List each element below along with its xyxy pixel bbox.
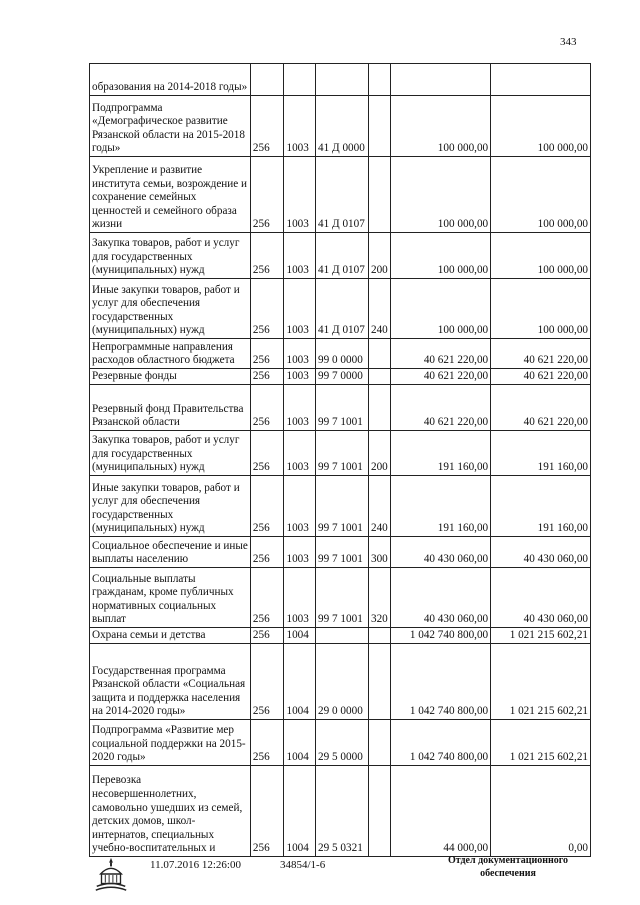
cell-section bbox=[284, 96, 316, 157]
cell-name-text: Иные закупки товаров, работ и услуг для обеспечения государственных (муниципальных) нужд bbox=[92, 481, 240, 535]
cell-expense-type bbox=[368, 720, 390, 766]
cell-section-text: 1003 bbox=[286, 264, 309, 277]
table-row bbox=[90, 568, 591, 628]
cell-ministry-code-text: 256 bbox=[252, 613, 270, 626]
cell-amount-actual-text: 0,00 bbox=[568, 842, 588, 855]
emblem-icon bbox=[92, 855, 130, 893]
cell-name-text: Социальные выплаты гражданам, кроме публичных нормативных социальных выплат bbox=[92, 572, 234, 626]
cell-section-text: 1004 bbox=[286, 705, 309, 718]
cell-section bbox=[284, 628, 316, 644]
cell-expense-type bbox=[368, 339, 390, 369]
cell-expense-type bbox=[368, 476, 390, 537]
cell-amount-plan bbox=[391, 279, 491, 339]
cell-section-text: 1003 bbox=[286, 218, 309, 231]
cell-amount-actual bbox=[491, 766, 591, 857]
cell-amount-plan bbox=[391, 644, 491, 720]
cell-section bbox=[284, 64, 316, 96]
cell-section-text: 1003 bbox=[286, 522, 309, 535]
cell-amount-plan bbox=[391, 568, 491, 628]
cell-target-article-text: 99 7 1001 bbox=[318, 553, 363, 566]
cell-amount-actual-text: 191 160,00 bbox=[537, 522, 588, 535]
cell-expense-type-text: 200 bbox=[370, 461, 388, 474]
cell-expense-type bbox=[368, 233, 390, 279]
cell-name-text: Закупка товаров, работ и услуг для государственных (муниципальных) нужд bbox=[92, 434, 240, 474]
cell-amount-plan-text: 40 621 220,00 bbox=[423, 354, 489, 367]
cell-section bbox=[284, 568, 316, 628]
table-row bbox=[90, 369, 591, 385]
cell-name bbox=[90, 720, 251, 766]
table-row bbox=[90, 233, 591, 279]
table-row bbox=[90, 64, 591, 96]
cell-amount-actual bbox=[491, 476, 591, 537]
cell-expense-type-text: 240 bbox=[370, 324, 388, 337]
cell-amount-plan bbox=[391, 537, 491, 568]
cell-target-article bbox=[316, 644, 369, 720]
cell-target-article-text: 29 5 0321 bbox=[318, 842, 363, 855]
cell-expense-type bbox=[368, 644, 390, 720]
cell-target-article-text: 99 0 0000 bbox=[318, 354, 363, 367]
cell-expense-type bbox=[368, 96, 390, 157]
footer-department-line1: Отдел документационного bbox=[447, 855, 569, 866]
cell-ministry-code bbox=[250, 476, 284, 537]
cell-target-article-text: 99 7 0000 bbox=[318, 370, 363, 383]
cell-name-text: Подпрограмма «Развитие мер социальной поддержки на 2015-2020 годы» bbox=[92, 724, 246, 764]
cell-name bbox=[90, 385, 251, 431]
cell-target-article-text: 99 7 1001 bbox=[318, 416, 363, 429]
cell-name-text: Иные закупки товаров, работ и услуг для обеспечения государственных (муниципальных) нужд bbox=[92, 283, 240, 337]
cell-name bbox=[90, 157, 251, 233]
cell-expense-type-text: 240 bbox=[370, 522, 388, 535]
cell-name bbox=[90, 766, 251, 857]
cell-target-article bbox=[316, 431, 369, 476]
cell-amount-actual-text: 1 021 215 602,21 bbox=[509, 751, 588, 764]
cell-expense-type bbox=[368, 431, 390, 476]
cell-amount-plan-text: 100 000,00 bbox=[437, 264, 489, 277]
cell-name-text: Резервные фонды bbox=[92, 370, 177, 383]
cell-target-article-text: 41 Д 0107 bbox=[318, 264, 365, 277]
cell-expense-type bbox=[368, 568, 390, 628]
cell-ministry-code bbox=[250, 96, 284, 157]
cell-name bbox=[90, 644, 251, 720]
table-row bbox=[90, 628, 591, 644]
cell-expense-type-text: 320 bbox=[370, 613, 388, 626]
cell-expense-type-text: 200 bbox=[370, 264, 388, 277]
footer-department-line2: обеспечения bbox=[480, 868, 536, 879]
cell-amount-actual bbox=[491, 537, 591, 568]
cell-section-text: 1003 bbox=[286, 461, 309, 474]
cell-amount-actual bbox=[491, 279, 591, 339]
cell-amount-plan bbox=[391, 64, 491, 96]
cell-amount-actual-text: 40 621 220,00 bbox=[523, 416, 588, 429]
cell-name-text: Закупка товаров, работ и услуг для государственных (муниципальных) нужд bbox=[92, 237, 240, 277]
cell-amount-actual bbox=[491, 157, 591, 233]
cell-name-text: Непрограммные направления расходов областного бюджета bbox=[92, 340, 235, 367]
cell-section-text: 1003 bbox=[286, 613, 309, 626]
footer-department bbox=[438, 854, 578, 880]
cell-section-text: 1003 bbox=[286, 416, 309, 429]
cell-expense-type bbox=[368, 279, 390, 339]
cell-amount-plan-text: 1 042 740 800,00 bbox=[409, 629, 489, 642]
cell-name bbox=[90, 279, 251, 339]
table-row bbox=[90, 720, 591, 766]
cell-amount-actual-text: 40 430 060,00 bbox=[523, 553, 588, 566]
cell-name-text: образования на 2014-2018 годы» bbox=[92, 81, 248, 94]
cell-name bbox=[90, 64, 251, 96]
cell-target-article bbox=[316, 720, 369, 766]
cell-expense-type bbox=[368, 385, 390, 431]
cell-name bbox=[90, 233, 251, 279]
cell-amount-plan-text: 40 430 060,00 bbox=[423, 553, 489, 566]
table-row bbox=[90, 279, 591, 339]
cell-section bbox=[284, 644, 316, 720]
cell-ministry-code bbox=[250, 339, 284, 369]
cell-ministry-code bbox=[250, 720, 284, 766]
table-row bbox=[90, 339, 591, 369]
cell-name bbox=[90, 568, 251, 628]
cell-expense-type bbox=[368, 64, 390, 96]
cell-section-text: 1004 bbox=[286, 842, 309, 855]
cell-amount-actual-text: 40 621 220,00 bbox=[523, 370, 588, 383]
cell-section bbox=[284, 339, 316, 369]
cell-ministry-code bbox=[250, 64, 284, 96]
cell-section bbox=[284, 766, 316, 857]
cell-amount-plan bbox=[391, 720, 491, 766]
cell-target-article-text: 41 Д 0107 bbox=[318, 324, 365, 337]
cell-ministry-code bbox=[250, 628, 284, 644]
cell-section bbox=[284, 369, 316, 385]
cell-target-article-text: 41 Д 0107 bbox=[318, 218, 365, 231]
cell-amount-actual bbox=[491, 64, 591, 96]
cell-amount-plan bbox=[391, 369, 491, 385]
footer-doc-number: 34854/1-6 bbox=[280, 859, 326, 871]
cell-ministry-code-text: 256 bbox=[252, 461, 270, 474]
cell-name-text: Социальное обеспечение и иные выплаты населению bbox=[92, 539, 248, 566]
cell-amount-actual bbox=[491, 96, 591, 157]
cell-amount-plan-text: 100 000,00 bbox=[437, 142, 489, 155]
cell-ministry-code-text: 256 bbox=[252, 522, 270, 535]
cell-section bbox=[284, 431, 316, 476]
cell-expense-type bbox=[368, 628, 390, 644]
cell-target-article-text: 41 Д 0000 bbox=[318, 142, 365, 155]
cell-amount-plan-text: 191 160,00 bbox=[437, 522, 489, 535]
cell-amount-plan bbox=[391, 233, 491, 279]
cell-amount-plan bbox=[391, 431, 491, 476]
cell-name bbox=[90, 476, 251, 537]
cell-section-text: 1003 bbox=[286, 553, 309, 566]
cell-ministry-code bbox=[250, 766, 284, 857]
table-row bbox=[90, 644, 591, 720]
cell-amount-actual bbox=[491, 568, 591, 628]
cell-expense-type bbox=[368, 369, 390, 385]
cell-amount-plan-text: 100 000,00 bbox=[437, 218, 489, 231]
cell-name-text: Государственная программа Рязанской области «Социальная защита и поддержка населения на 2014-2020 годы» bbox=[92, 664, 246, 718]
cell-amount-plan bbox=[391, 339, 491, 369]
cell-target-article-text: 99 7 1001 bbox=[318, 613, 363, 626]
cell-ministry-code bbox=[250, 537, 284, 568]
table-row bbox=[90, 766, 591, 857]
cell-amount-plan-text: 40 621 220,00 bbox=[423, 370, 489, 383]
cell-target-article-text: 29 5 0000 bbox=[318, 751, 363, 764]
cell-ministry-code-text: 256 bbox=[252, 751, 270, 764]
cell-amount-plan bbox=[391, 766, 491, 857]
cell-amount-actual bbox=[491, 431, 591, 476]
cell-expense-type bbox=[368, 537, 390, 568]
cell-section-text: 1003 bbox=[286, 324, 309, 337]
cell-name bbox=[90, 537, 251, 568]
cell-amount-actual bbox=[491, 369, 591, 385]
cell-ministry-code-text: 256 bbox=[252, 416, 270, 429]
table-row bbox=[90, 431, 591, 476]
cell-target-article bbox=[316, 369, 369, 385]
cell-amount-actual-text: 40 621 220,00 bbox=[523, 354, 588, 367]
table-row bbox=[90, 537, 591, 568]
cell-name-text: Укрепление и развитие института семьи, возрождение и сохранение семейных ценностей и семейного образа жизни bbox=[92, 164, 248, 231]
cell-target-article bbox=[316, 233, 369, 279]
cell-section bbox=[284, 537, 316, 568]
cell-amount-actual bbox=[491, 628, 591, 644]
cell-section bbox=[284, 279, 316, 339]
cell-name bbox=[90, 339, 251, 369]
cell-target-article-text: 29 0 0000 bbox=[318, 705, 363, 718]
table-row bbox=[90, 157, 591, 233]
page-number: 343 bbox=[560, 36, 577, 48]
footer bbox=[0, 852, 640, 902]
cell-amount-actual-text: 100 000,00 bbox=[537, 324, 588, 337]
cell-section bbox=[284, 476, 316, 537]
cell-amount-actual bbox=[491, 233, 591, 279]
cell-ministry-code bbox=[250, 385, 284, 431]
cell-name bbox=[90, 96, 251, 157]
table-row bbox=[90, 385, 591, 431]
cell-expense-type-text: 300 bbox=[370, 553, 388, 566]
cell-section bbox=[284, 233, 316, 279]
cell-ministry-code bbox=[250, 431, 284, 476]
cell-target-article bbox=[316, 537, 369, 568]
cell-amount-actual bbox=[491, 644, 591, 720]
cell-amount-plan-text: 1 042 740 800,00 bbox=[409, 751, 489, 764]
cell-amount-plan-text: 1 042 740 800,00 bbox=[409, 705, 489, 718]
cell-target-article bbox=[316, 96, 369, 157]
cell-amount-actual-text: 40 430 060,00 bbox=[523, 613, 588, 626]
cell-expense-type bbox=[368, 157, 390, 233]
cell-name-text: Перевозка несовершеннолетних, самовольно ушедших из семей, детских домов, школ-интернатов, специальных учебно-воспитательных и bbox=[92, 774, 243, 855]
cell-target-article bbox=[316, 157, 369, 233]
cell-amount-plan-text: 191 160,00 bbox=[437, 461, 489, 474]
cell-ministry-code-text: 256 bbox=[252, 354, 270, 367]
cell-ministry-code-text: 256 bbox=[252, 324, 270, 337]
cell-amount-plan bbox=[391, 628, 491, 644]
cell-target-article bbox=[316, 64, 369, 96]
cell-section-text: 1003 bbox=[286, 142, 309, 155]
cell-amount-plan bbox=[391, 476, 491, 537]
cell-section-text: 1004 bbox=[286, 629, 309, 642]
cell-amount-actual-text: 1 021 215 602,21 bbox=[509, 705, 588, 718]
cell-amount-plan-text: 40 621 220,00 bbox=[423, 416, 489, 429]
cell-section-text: 1003 bbox=[286, 354, 309, 367]
cell-ministry-code-text: 256 bbox=[252, 370, 270, 383]
cell-ministry-code bbox=[250, 568, 284, 628]
cell-target-article bbox=[316, 568, 369, 628]
cell-ministry-code bbox=[250, 369, 284, 385]
cell-section bbox=[284, 157, 316, 233]
cell-ministry-code bbox=[250, 233, 284, 279]
cell-name bbox=[90, 431, 251, 476]
table-body bbox=[90, 64, 591, 857]
cell-ministry-code bbox=[250, 644, 284, 720]
cell-amount-plan bbox=[391, 157, 491, 233]
cell-target-article-text: 99 7 1001 bbox=[318, 461, 363, 474]
cell-target-article bbox=[316, 385, 369, 431]
cell-ministry-code-text: 256 bbox=[252, 553, 270, 566]
cell-name-text: Подпрограмма «Демографическое развитие Рязанской области на 2015-2018 годы» bbox=[92, 101, 245, 155]
cell-amount-actual-text: 100 000,00 bbox=[537, 142, 588, 155]
footer-datetime: 11.07.2016 12:26:00 bbox=[150, 859, 241, 871]
cell-ministry-code bbox=[250, 157, 284, 233]
cell-name-text: Резервный фонд Правительства Рязанской области bbox=[92, 402, 244, 429]
cell-name bbox=[90, 628, 251, 644]
cell-target-article bbox=[316, 766, 369, 857]
table-row bbox=[90, 476, 591, 537]
cell-section bbox=[284, 385, 316, 431]
cell-amount-plan bbox=[391, 385, 491, 431]
cell-ministry-code-text: 256 bbox=[252, 705, 270, 718]
cell-expense-type bbox=[368, 766, 390, 857]
cell-ministry-code-text: 256 bbox=[252, 218, 270, 231]
cell-target-article bbox=[316, 339, 369, 369]
cell-amount-actual-text: 100 000,00 bbox=[537, 218, 588, 231]
cell-amount-actual bbox=[491, 339, 591, 369]
cell-amount-actual-text: 100 000,00 bbox=[537, 264, 588, 277]
cell-ministry-code-text: 256 bbox=[252, 629, 270, 642]
cell-amount-actual bbox=[491, 720, 591, 766]
cell-amount-actual-text: 191 160,00 bbox=[537, 461, 588, 474]
cell-ministry-code-text: 256 bbox=[252, 842, 270, 855]
cell-name bbox=[90, 369, 251, 385]
cell-amount-actual bbox=[491, 385, 591, 431]
cell-amount-plan-text: 44 000,00 bbox=[443, 842, 489, 855]
cell-ministry-code-text: 256 bbox=[252, 142, 270, 155]
cell-amount-actual-text: 1 021 215 602,21 bbox=[509, 629, 588, 642]
cell-amount-plan-text: 100 000,00 bbox=[437, 324, 489, 337]
cell-name-text: Охрана семьи и детства bbox=[92, 629, 206, 642]
cell-section-text: 1004 bbox=[286, 751, 309, 764]
cell-amount-plan bbox=[391, 96, 491, 157]
cell-target-article bbox=[316, 279, 369, 339]
table-row bbox=[90, 96, 591, 157]
cell-section bbox=[284, 720, 316, 766]
budget-table bbox=[89, 63, 591, 857]
cell-amount-plan-text: 40 430 060,00 bbox=[423, 613, 489, 626]
cell-target-article bbox=[316, 628, 369, 644]
cell-ministry-code bbox=[250, 279, 284, 339]
cell-target-article-text: 99 7 1001 bbox=[318, 522, 363, 535]
cell-target-article bbox=[316, 476, 369, 537]
cell-ministry-code-text: 256 bbox=[252, 264, 270, 277]
cell-section-text: 1003 bbox=[286, 370, 309, 383]
